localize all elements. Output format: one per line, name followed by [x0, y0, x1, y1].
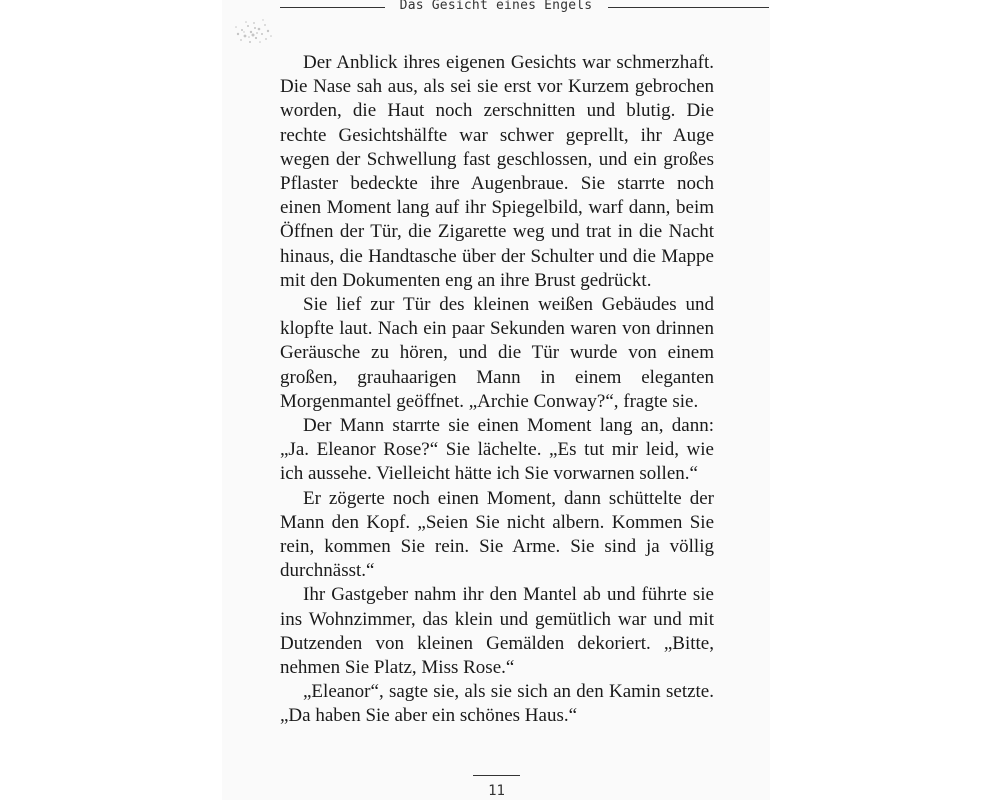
header-rule-right	[608, 7, 769, 8]
paragraph: Er zögerte noch einen Moment, dann schüttelte der Mann den Kopf. „Seien Sie nicht albern. Kommen Sie rein, kommen Sie rein. Sie Arme. Sie sind ja völlig durchnässt.“	[280, 487, 714, 582]
page-number: 11	[488, 783, 505, 799]
paragraph: Sie lief zur Tür des kleinen weißen Gebäudes und klopfte laut. Nach ein paar Sekunden waren von drinnen Geräusche zu hören, und die Tür wurde von einem großen, grauhaarigen Mann in einem eleganten Morgenmantel geöffnet. „Archie Conway?“, fragte sie.	[280, 294, 714, 412]
paragraph: Der Mann starrte sie einen Moment lang an, dann: „Ja. Eleanor Rose?“ Sie lächelte. „Es tut mir leid, wie ich aussehe. Vielleicht hätte ich Sie vorwarnen sollen.“	[280, 415, 714, 485]
running-head-title: Das Gesicht eines Engels	[399, 0, 593, 13]
paragraph: Der Anblick ihres eigenen Gesichts war schmerzhaft. Die Nase sah aus, als sei sie erst vor Kurzem gebrochen worden, die Haut noch zerschnitten und blutig. Die rechte Gesichtshälfte war schwer geprellt, ihr Auge wegen der Schwellung fast geschlossen, und ein großes Pflaster bedeckte ihre Augenbraue. Sie starrte noch einen Moment lang auf ihr Spiegelbild, warf dann, beim Öffnen der Tür, die Zigarette weg und trat in die Nacht hinaus, die Handtasche über der Schulter und die Mappe mit den Dokumenten eng an ihre Brust gedrückt.	[280, 52, 714, 291]
body-text	[280, 51, 714, 729]
decorative-ornament-icon	[230, 14, 278, 48]
paragraph: „Eleanor“, sagte sie, als sie sich an den Kamin setzte. „Da haben Sie aber ein schönes Haus.“	[280, 681, 714, 727]
header-rule-left	[280, 7, 385, 8]
paragraph: Ihr Gastgeber nahm ihr den Mantel ab und führte sie ins Wohnzimmer, das klein und gemütlich war und mit Dutzenden von kleinen Gemälden dekoriert. „Bitte, nehmen Sie Platz, Miss Rose.“	[280, 584, 714, 679]
footer-rule	[473, 775, 520, 776]
